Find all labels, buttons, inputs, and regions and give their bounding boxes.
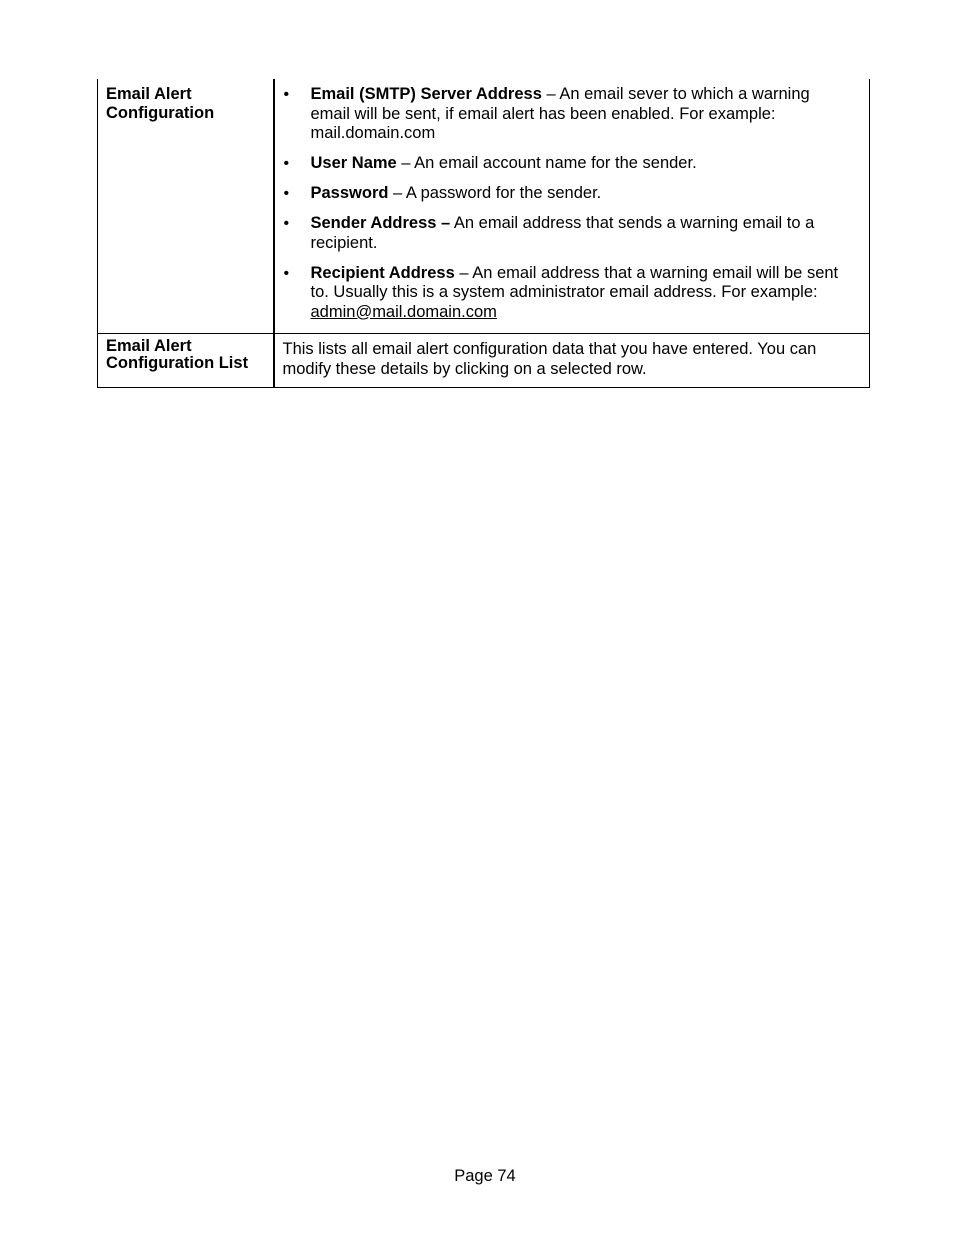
field-name: Password (310, 184, 389, 202)
email-link[interactable]: admin@mail.domain.com (310, 302, 497, 321)
definitions-table (97, 79, 870, 388)
term-cell (98, 79, 274, 333)
field-name: Recipient Address (310, 263, 455, 282)
field-description: An email address that sends a warning email to a recipient. (310, 214, 815, 252)
bullet-list (283, 85, 870, 322)
term-cell (98, 333, 274, 387)
description-cell (274, 79, 870, 333)
bullet-icon: • (283, 185, 290, 202)
field-description: – A password for the sender. (388, 184, 602, 202)
bullet-icon: • (283, 264, 290, 282)
field-name: Sender Address – (310, 214, 451, 232)
field-description: – An email address that a warning email will be sent to. Usually this is a system administrator email address. For example: (310, 263, 839, 301)
field-description: – An email sever to which a warning email will be sent, if email alert has been enabled. For example: mail.domain.com (310, 85, 810, 142)
field-description: – An email account name for the sender. (396, 154, 697, 172)
list-item (283, 214, 870, 253)
description-cell (274, 333, 870, 387)
bullet-icon: • (283, 215, 290, 232)
field-name: Email (SMTP) Server Address (310, 85, 542, 103)
list-item (283, 85, 870, 144)
bullet-icon: • (283, 86, 290, 103)
table-row (98, 333, 870, 387)
table-row (98, 79, 870, 333)
page-number: Page 74 (454, 1167, 516, 1185)
list-item (283, 154, 870, 174)
description-text: This lists all email alert configuration data that you have entered. You can modify these details by clicking on a selected row. (282, 339, 817, 378)
list-item (283, 184, 870, 204)
field-name: User Name (310, 154, 397, 172)
term-label: Email Alert Configuration List (106, 336, 249, 372)
bullet-icon: • (283, 155, 290, 172)
term-label: Email Alert Configuration (106, 85, 215, 122)
list-item (283, 264, 870, 323)
